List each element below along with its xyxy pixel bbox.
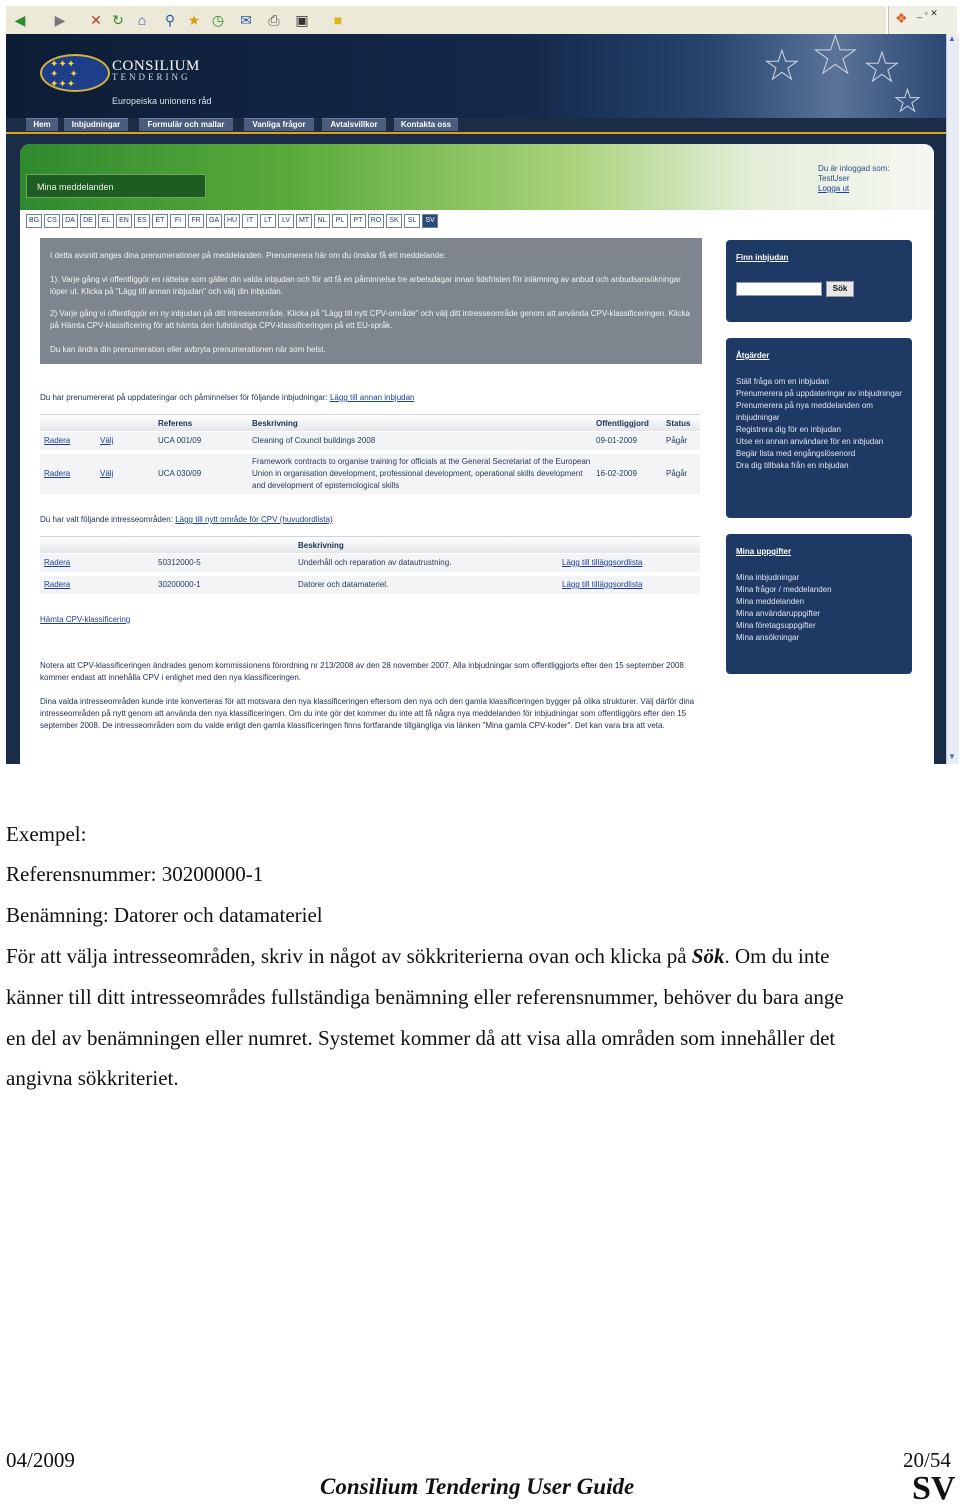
login-user: TestUser bbox=[818, 174, 850, 183]
lang-sl[interactable]: SL bbox=[404, 214, 420, 228]
doc-example-label: Exempel: bbox=[6, 822, 87, 846]
my-info-item[interactable]: Mina användaruppgifter bbox=[736, 609, 821, 618]
my-info-item[interactable]: Mina inbjudningar bbox=[736, 573, 800, 582]
mail-icon[interactable]: ✉ bbox=[240, 12, 252, 28]
action-item[interactable]: Ställ fråga om en inbjudan bbox=[736, 377, 829, 386]
banner-title: Mina meddelanden bbox=[26, 174, 206, 198]
brand-sub: TENDERING bbox=[112, 72, 191, 82]
scroll-up-icon[interactable]: ▲ bbox=[948, 34, 956, 43]
forward-icon[interactable]: ▶ bbox=[54, 12, 66, 28]
footer-page-number: 20/54 bbox=[903, 1448, 951, 1472]
lang-fr[interactable]: FR bbox=[188, 214, 204, 228]
edit-icon[interactable]: ▣ bbox=[295, 12, 309, 28]
search-input[interactable] bbox=[736, 282, 822, 296]
browser-toolbar bbox=[6, 6, 886, 35]
info-p2: 2) Varje gång vi offentliggör en ny inbjudan på ditt intresseområde. Klicka på "Lägg till nytt CPV-område" och välj ditt intresseområde genom att använda CPV-klassificeringen. Klicka på Hämta CPV-klassificering för att hämta den fullständiga CPV-klassificeringen på ett EU-språk. bbox=[50, 309, 690, 330]
scroll-down-icon[interactable]: ▼ bbox=[948, 752, 956, 761]
action-item[interactable]: Dra dig tillbaka från en inbjudan bbox=[736, 461, 849, 470]
lang-lt[interactable]: LT bbox=[260, 214, 276, 228]
lang-bg[interactable]: BG bbox=[26, 214, 42, 228]
lang-sk[interactable]: SK bbox=[386, 214, 402, 228]
print-icon[interactable]: ⎙ bbox=[268, 12, 280, 28]
lang-da[interactable]: DA bbox=[62, 214, 78, 228]
note-cpv-change: Notera att CPV-klassificeringen ändrades genom kommissionens förordning nr 213/2008 av den 28 november 2007. Alla inbjudningar som offentliggjorts efter den 15 september 2008 kommer endast att innehålla CPV i enlighet med den nya klassificeringen. bbox=[40, 661, 684, 682]
my-info-box bbox=[726, 534, 912, 674]
lang-mt[interactable]: MT bbox=[296, 214, 312, 228]
lang-hu[interactable]: HU bbox=[224, 214, 240, 228]
table-row: Radera 30200000-1 Datorer och datamateriel. Lägg till tilläggsordlista bbox=[40, 576, 700, 594]
lang-de[interactable]: DE bbox=[80, 214, 96, 228]
main-nav bbox=[6, 118, 948, 134]
doc-name: Benämning: Datorer och datamateriel bbox=[6, 903, 323, 927]
windows-logo-icon: ❖ bbox=[895, 10, 908, 26]
lang-it[interactable]: IT bbox=[242, 214, 258, 228]
search-button[interactable]: Sök bbox=[826, 281, 854, 297]
nav-formular[interactable]: Formulär och mallar bbox=[139, 118, 233, 131]
lang-ro[interactable]: RO bbox=[368, 214, 384, 228]
add-cpv-link[interactable]: Lägg till nytt område för CPV (huvudordlista) bbox=[175, 515, 333, 524]
nav-inbjudningar[interactable]: Inbjudningar bbox=[64, 118, 128, 131]
my-info-title: Mina uppgifter bbox=[736, 547, 792, 556]
star-decoration-icon: ★ bbox=[864, 46, 900, 90]
star-decoration-icon: ★ bbox=[812, 34, 859, 85]
areas-table-header: Beskrivning bbox=[40, 536, 700, 553]
eu-stars-icon: ✦✦✦ ✦ ✦ ✦✦✦ bbox=[50, 59, 78, 90]
lang-sv[interactable]: SV bbox=[422, 214, 438, 228]
star-decoration-icon: ★ bbox=[894, 85, 921, 118]
my-info-item[interactable]: Mina frågor / meddelanden bbox=[736, 585, 832, 594]
footer-date: 04/2009 bbox=[6, 1448, 75, 1472]
brand-name: CONSILIUM bbox=[112, 58, 200, 74]
my-info-list bbox=[736, 572, 906, 644]
footer-language: SV bbox=[912, 1470, 956, 1507]
login-label: Du är inloggad som: bbox=[818, 164, 890, 173]
doc-paragraph-line1: För att välja intresseområden, skriv in något av sökkriterierna ovan och klicka på Sök. Om du inte bbox=[6, 944, 830, 968]
footer-title: Consilium Tendering User Guide bbox=[320, 1474, 635, 1499]
action-item[interactable]: Begär lista med engångslösenord bbox=[736, 449, 856, 458]
website-frame bbox=[6, 34, 948, 764]
back-icon[interactable]: ◀ bbox=[14, 12, 26, 28]
my-info-item[interactable]: Mina företagsuppgifter bbox=[736, 621, 816, 630]
search-icon[interactable]: ⚲ bbox=[164, 12, 176, 28]
nav-home[interactable]: Hem bbox=[26, 118, 58, 131]
home-icon[interactable]: ⌂ bbox=[137, 12, 147, 28]
nav-avtalsvillkor[interactable]: Avtalsvillkor bbox=[322, 118, 386, 131]
doc-paragraph-line2: känner till ditt intresseområdes fullständiga benämning eller referensnummer, behöver du bara ange bbox=[6, 985, 844, 1009]
actions-title: Åtgärder bbox=[736, 351, 770, 360]
nav-kontakt[interactable]: Kontakta oss bbox=[394, 118, 458, 131]
action-item[interactable]: Utse en annan användare för en inbjudan bbox=[736, 437, 884, 446]
cpv-download-link[interactable]: Hämta CPV-klassificering bbox=[40, 615, 131, 624]
logout-link[interactable]: Logga ut bbox=[818, 184, 850, 193]
table-row: Radera Välj UCA 001/09 Cleaning of Council buildings 2008 09-01-2009 Pågår bbox=[40, 432, 700, 450]
favorites-icon[interactable]: ★ bbox=[187, 12, 201, 28]
my-info-item[interactable]: Mina meddelanden bbox=[736, 597, 805, 606]
doc-paragraph-line3: en del av benämningen eller numret. Systemet kommer då att visa alla områden som innehåller det bbox=[6, 1026, 836, 1050]
scrollbar[interactable] bbox=[946, 34, 959, 764]
refresh-icon[interactable]: ↻ bbox=[112, 12, 124, 28]
info-intro: I detta avsnitt anges dina prenumerationer på meddelanden. Prenumerera här om du önskar få ett meddelande: bbox=[50, 251, 446, 260]
lang-pt[interactable]: PT bbox=[350, 214, 366, 228]
lang-el[interactable]: EL bbox=[98, 214, 114, 228]
lang-nl[interactable]: NL bbox=[314, 214, 330, 228]
lang-fi[interactable]: FI bbox=[170, 214, 186, 228]
invitations-table-header: Referens Beskrivning Offentliggjord Status bbox=[40, 414, 700, 431]
my-info-item[interactable]: Mina ansökningar bbox=[736, 633, 800, 642]
table-row: Radera Välj UCA 030/09 Framework contracts to organise training for officials at the General Secretariat of the European Union in organisation development, professional development, operational skills development and development of epistemological skills 16-02-2009 Pågår bbox=[40, 454, 700, 494]
star-decoration-icon: ★ bbox=[764, 44, 800, 88]
lang-en[interactable]: EN bbox=[116, 214, 132, 228]
brand-org: Europeiska unionens råd bbox=[112, 96, 212, 106]
history-icon[interactable]: ◷ bbox=[211, 12, 225, 28]
stop-icon[interactable]: ✕ bbox=[90, 12, 102, 28]
find-invitation-box bbox=[726, 240, 912, 322]
page-content bbox=[20, 144, 934, 764]
action-item[interactable]: Registrera dig för en inbjudan bbox=[736, 425, 841, 434]
windows-logo-area bbox=[888, 6, 957, 34]
lang-pl[interactable]: PL bbox=[332, 214, 348, 228]
info-box bbox=[40, 238, 702, 364]
notes-icon[interactable]: ■ bbox=[333, 12, 343, 28]
window-controls-icon[interactable]: _ ▫ ✕ bbox=[917, 8, 938, 18]
actions-box bbox=[726, 338, 912, 518]
find-title: Finn inbjudan bbox=[736, 253, 789, 262]
info-p3: Du kan ändra din prenumeration eller avbryta prenumerationen när som helst. bbox=[50, 345, 326, 354]
lang-cs[interactable]: CS bbox=[44, 214, 60, 228]
login-info bbox=[818, 164, 890, 194]
doc-search-term: Sök bbox=[691, 944, 725, 968]
info-p1: 1). Varje gång vi offentliggör en rättelse som gäller din valda inbjudan och för att få en påminnelse tre arbetsdagar innan tidsfristen för inlämning av anbud och anbudsansökningar löper ut. Klicka på "Lägg till annan inbjudan" och välj din inbjudan. bbox=[50, 275, 681, 296]
areas-text: Du har valt följande intresseområden: Lägg till nytt område för CPV (huvudordlista) bbox=[40, 515, 333, 524]
action-item[interactable]: Prenumerera på nya meddelanden om inbjudningar bbox=[736, 401, 873, 422]
lang-ga[interactable]: GA bbox=[206, 214, 222, 228]
doc-reference: Referensnummer: 30200000-1 bbox=[6, 862, 264, 886]
site-header bbox=[6, 34, 948, 118]
actions-list bbox=[736, 376, 906, 472]
table-row: Radera 50312000-5 Underhåll och reparation av datautrustning. Lägg till tilläggsordlista bbox=[40, 554, 700, 572]
doc-paragraph-line4: angivna sökkriteriet. bbox=[6, 1066, 179, 1090]
lang-et[interactable]: ET bbox=[152, 214, 168, 228]
subscriptions-text: Du har prenumererat på uppdateringar och påminnelser för följande inbjudningar: Lägg till annan inbjudan bbox=[40, 393, 415, 402]
action-item[interactable]: Prenumerera på uppdateringar av inbjudningar bbox=[736, 389, 902, 398]
lang-es[interactable]: ES bbox=[134, 214, 150, 228]
nav-faq[interactable]: Vanliga frågor bbox=[244, 118, 314, 131]
note-cpv-convert: Dina valda intresseområden kunde inte konverteras för att motsvara den nya klassificeringen eftersom den nya och den gamla klassificeringen bygger på olika strukturer. Välj därför dina intresseområden på nytt genom att använda den nya klassificeringen. Om du inte gör det kommer du inte att få några nya meddelanden för inbjudningar som offentliggörs efter den 15 september 2008. De intresseområden som du valde enligt den gamla klassificeringen finns fortfarande tillgängliga via länken "Mina gamla CPV-koder". Det kan vara bra att veta. bbox=[40, 697, 695, 730]
add-invitation-link[interactable]: Lägg till annan inbjudan bbox=[329, 393, 415, 402]
lang-lv[interactable]: LV bbox=[278, 214, 294, 228]
